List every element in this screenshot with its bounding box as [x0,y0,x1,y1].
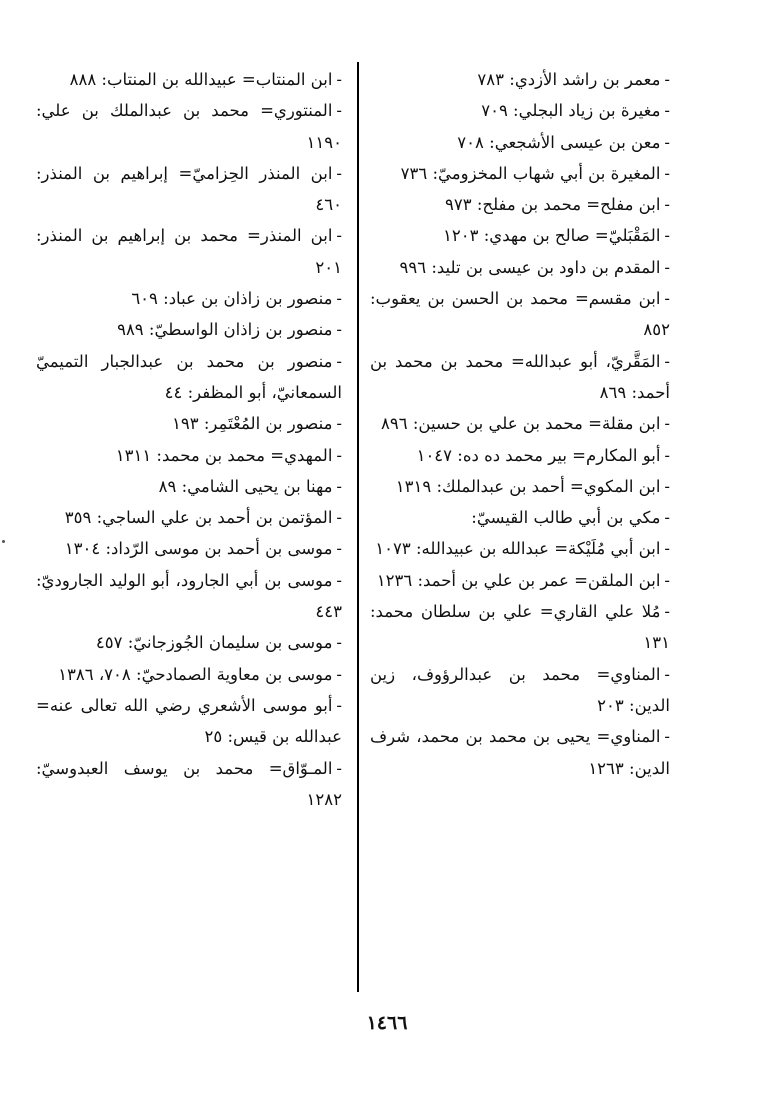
index-entry [36,565,342,628]
entry-dash: - [664,508,670,528]
entry-dash: - [664,476,670,496]
entry-text: موسى بن معاوية الصمادحيّ: ٧٠٨، ١٣٨٦ [58,664,333,684]
entry-dash: - [664,602,670,622]
index-entry [370,346,670,409]
entry-dash: - [664,257,670,277]
index-entry [370,127,670,158]
entry-text: المؤتمن بن أحمد بن علي الساجي: ٣٥٩ [64,508,333,528]
entry-dash: - [664,414,670,434]
index-entry [370,158,670,189]
entry-dash: - [336,101,342,121]
left-column [36,64,342,815]
entry-text: المناوي= محمد بن عبدالرؤوف، زين الدين: ٢٠٣ [370,664,670,715]
index-entry [36,659,342,690]
entry-text: المـوّاق= محمد بن يوسف العبدوسيّ: ١٢٨٢ [36,758,342,809]
entry-dash: - [664,289,670,309]
index-entry [36,283,342,314]
entry-text: المهدي= محمد بن محمد: ١٣١١ [115,445,333,465]
index-entry [36,314,342,345]
entry-text: المناوي= يحيى بن محمد بن محمد، شرف الدين: ١٢٦٣ [370,727,670,778]
entry-dash: - [336,320,342,340]
entry-dash: - [664,664,670,684]
entry-text: ابن المكوي= أحمد بن عبدالملك: ١٣١٩ [395,476,661,496]
index-entry [370,721,670,784]
entry-dash: - [664,445,670,465]
entry-text: مُلا علي القاري= علي بن سلطان محمد: ١٣١ [370,602,670,653]
index-entry [36,627,342,658]
entry-dash: - [664,727,670,747]
entry-dash: - [664,70,670,89]
entry-dash: - [664,163,670,183]
index-entry [36,64,342,95]
index-entry [370,471,670,502]
entry-text: مهنا بن يحيى الشامي: ٨٩ [158,476,333,496]
index-entry [370,189,670,220]
entry-dash: - [336,695,342,715]
entry-dash: - [664,132,670,152]
entry-dash: - [336,476,342,496]
entry-text: معمر بن راشد الأزدي: ٧٨٣ [477,70,661,89]
entry-dash: - [664,226,670,246]
entry-dash: - [336,414,342,434]
entry-text: المَقَّريّ، أبو عبدالله= محمد بن محمد بن أحمد: ٨٦٩ [370,351,670,402]
entry-text: منصور بن محمد بن عبدالجبار التميميّ السمعانيّ، أبو المظفر: ٤٤ [36,351,342,402]
page-number: ١٤٦٦ [366,1012,408,1034]
entry-text: ابن المنتاب= عبيدالله بن المنتاب: ٨٨٨ [69,70,333,89]
index-entry [370,533,670,564]
entry-dash: - [664,539,670,559]
index-entry [370,502,670,533]
index-entry [36,220,342,283]
entry-dash: - [336,664,342,684]
entry-text: أبو المكارم= بير محمد ده ده: ١٠٤٧ [416,445,661,465]
entry-text: ابن مقلة= محمد بن علي بن حسين: ٨٩٦ [380,414,661,434]
index-entry [370,565,670,596]
entry-dash: - [336,539,342,559]
entry-text: ابن المنذر الحِزاميّ= إبراهيم بن المنذر: ٤٦٠ [36,163,342,215]
index-entry [36,408,342,439]
index-entry [370,596,670,659]
entry-dash: - [664,570,670,590]
entry-text: المنتوري= محمد بن عبدالملك بن علي: ١١٩٠ [36,101,342,152]
entry-dash: - [336,570,342,590]
index-entry [36,690,342,753]
index-entry [36,440,342,471]
entry-text: معن بن عيسى الأشجعي: ٧٠٨ [457,132,661,152]
entry-dash: - [664,195,670,215]
entry-text: ابن الملقن= عمر بن علي بن أحمد: ١٢٣٦ [376,570,661,590]
entry-dash: - [336,226,342,246]
entry-dash: - [336,633,342,653]
entry-dash: - [664,351,670,371]
entry-text: ابن مفلح= محمد بن مفلح: ٩٧٣ [445,195,661,215]
entry-dash: - [336,289,342,309]
entry-dash: - [336,163,342,183]
entry-text: أبو موسى الأشعري رضي الله تعالى عنه= عبدالله بن قيس: ٢٥ [36,695,342,747]
index-entry [36,95,342,158]
margin-dot [2,540,5,543]
index-entry [370,64,670,95]
entry-text: مغيرة بن زياد البجلي: ٧٠٩ [481,101,661,121]
right-column [370,64,670,784]
index-entry [370,408,670,439]
entry-text: منصور بن زاذان بن عباد: ٦٠٩ [131,289,333,309]
index-entry [370,440,670,471]
index-entry [370,283,670,346]
entry-dash: - [336,758,342,778]
entry-dash: - [336,351,342,371]
index-entry [36,753,342,816]
entry-dash: - [336,70,342,89]
entry-text: ابن مقسم= محمد بن الحسن بن يعقوب: ٨٥٢ [370,289,670,340]
entry-text: مكي بن أبي طالب القيسيّ: [471,508,661,528]
index-entry [36,502,342,533]
entry-dash: - [664,101,670,121]
entry-text: منصور بن زاذان الواسطيّ: ٩٨٩ [117,320,333,340]
index-entry [370,659,670,722]
index-entry [36,158,342,221]
entry-dash: - [336,445,342,465]
entry-dash: - [336,508,342,528]
index-entry [370,95,670,126]
index-entry [36,471,342,502]
entry-text: المقدم بن داود بن عيسى بن تليد: ٩٩٦ [399,257,661,277]
entry-text: موسى بن أحمد بن موسى الرّداد: ١٣٠٤ [64,539,333,559]
index-entry [36,533,342,564]
entry-text: موسى بن سليمان الجُوزجانيّ: ٤٥٧ [95,633,333,653]
entry-text: المَقْبَليّ= صالح بن مهدي: ١٢٠٣ [443,226,661,246]
index-entry [36,346,342,409]
entry-text: ابن أبي مُلَيْكة= عبدالله بن عبيدالله: ١٠٧٣ [375,539,661,559]
index-entry [370,220,670,251]
entry-text: منصور بن المُعْتَمِر: ١٩٣ [172,414,333,434]
entry-text: موسى بن أبي الجارود، أبو الوليد الجاروديّ: ٤٤٣ [36,570,342,622]
entry-text: المغيرة بن أبي شهاب المخزوميّ: ٧٣٦ [400,163,661,183]
index-entry [370,252,670,283]
column-divider [357,62,359,992]
entry-text: ابن المنذر= محمد بن إبراهيم بن المنذر: ٢٠١ [36,226,342,277]
